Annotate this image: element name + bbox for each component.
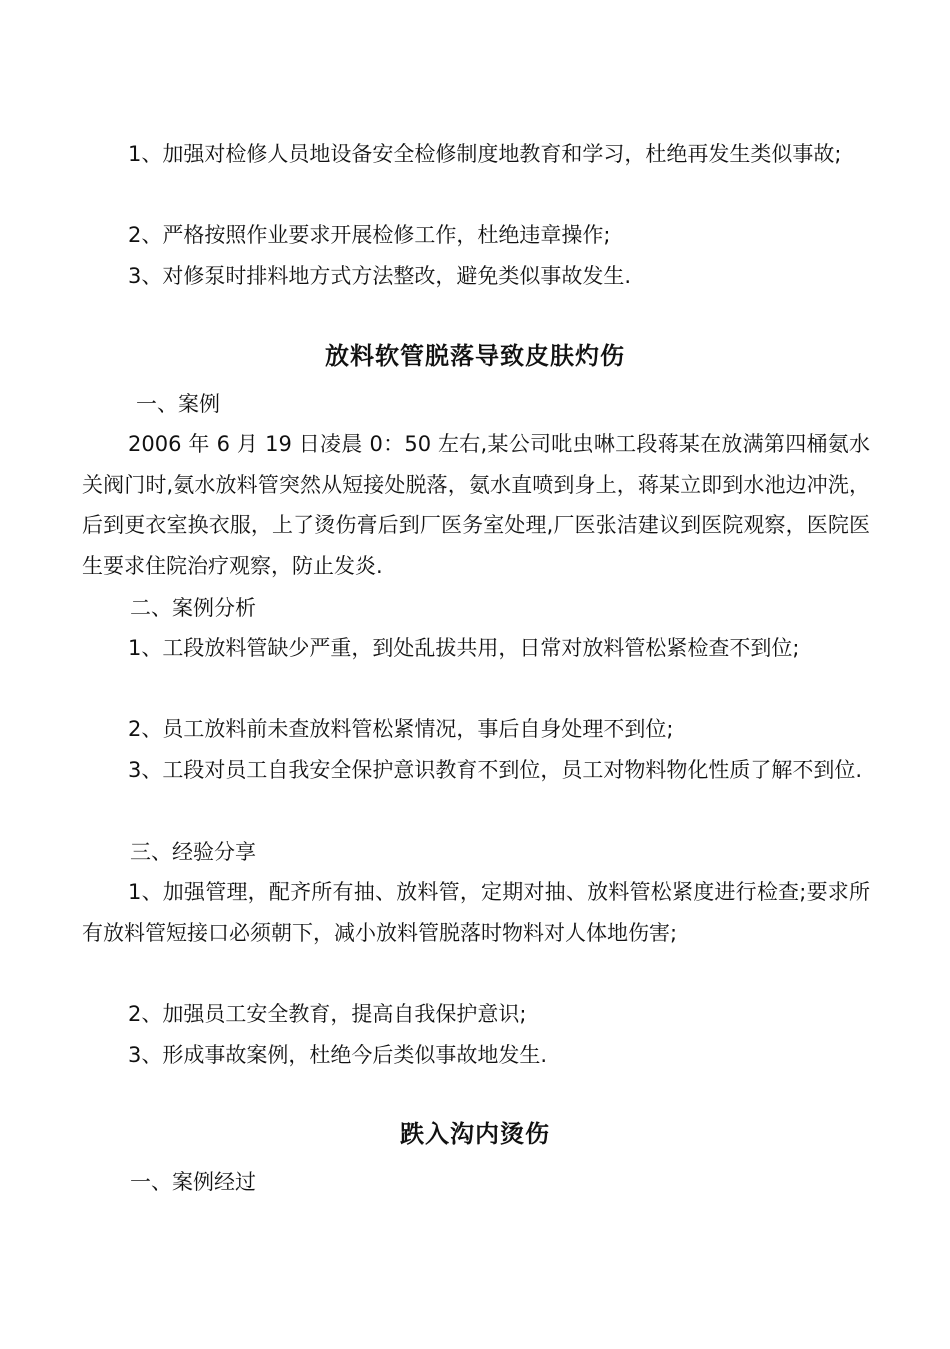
experience-item-3: 3、形成事故案例，杜绝今后类似事故地发生. bbox=[128, 1043, 548, 1067]
analysis-item-2: 2、员工放料前未查放料管松紧情况，事后自身处理不到位; bbox=[128, 717, 674, 741]
measure-item-3: 3、对修泵时排料地方式方法整改，避免类似事故发生. bbox=[128, 264, 632, 288]
experience-item-1: 1、加强管理，配齐所有抽、放料管，定期对抽、放料管松紧度进行检查;要求所有放料管短接口必须朝下，减小放料管脱落时物料对人体地伤害; bbox=[82, 880, 870, 945]
case-text: 2006 年 6 月 19 日凌晨 0：50 左右,某公司吡虫啉工段蒋某在放满第四桶氨水关阀门时,氨水放料管突然从短接处脱落，氨水直喷到身上，蒋某立即到水池边冲洗，后到更衣室换衣服，上了烫伤膏后到厂医务室处理,厂医张洁建议到医院观察，医院医生要求住院治疗观察，防止发炎. bbox=[82, 432, 870, 578]
case-process-heading: 一、案例经过 bbox=[130, 1170, 256, 1194]
analysis-heading: 二、案例分析 bbox=[130, 596, 256, 620]
analysis-item-3: 3、工段对员工自我安全保护意识教育不到位，员工对物料物化性质了解不到位. bbox=[128, 758, 863, 782]
experience-heading: 三、经验分享 bbox=[130, 840, 256, 864]
experience-item-2: 2、加强员工安全教育，提高自我保护意识; bbox=[128, 1002, 527, 1026]
measure-item-1: 1、加强对检修人员地设备安全检修制度地教育和学习，杜绝再发生类似事故; bbox=[128, 142, 842, 166]
section-title-burn: 跌入沟内烫伤 bbox=[400, 1120, 550, 1148]
analysis-item-1: 1、工段放料管缺少严重，到处乱拔共用，日常对放料管松紧检查不到位; bbox=[128, 636, 800, 660]
case-heading: 一、案例 bbox=[136, 392, 220, 416]
measure-item-2: 2、严格按照作业要求开展检修工作，杜绝违章操作; bbox=[128, 223, 611, 247]
section-title-hose: 放料软管脱落导致皮肤灼伤 bbox=[325, 342, 625, 370]
